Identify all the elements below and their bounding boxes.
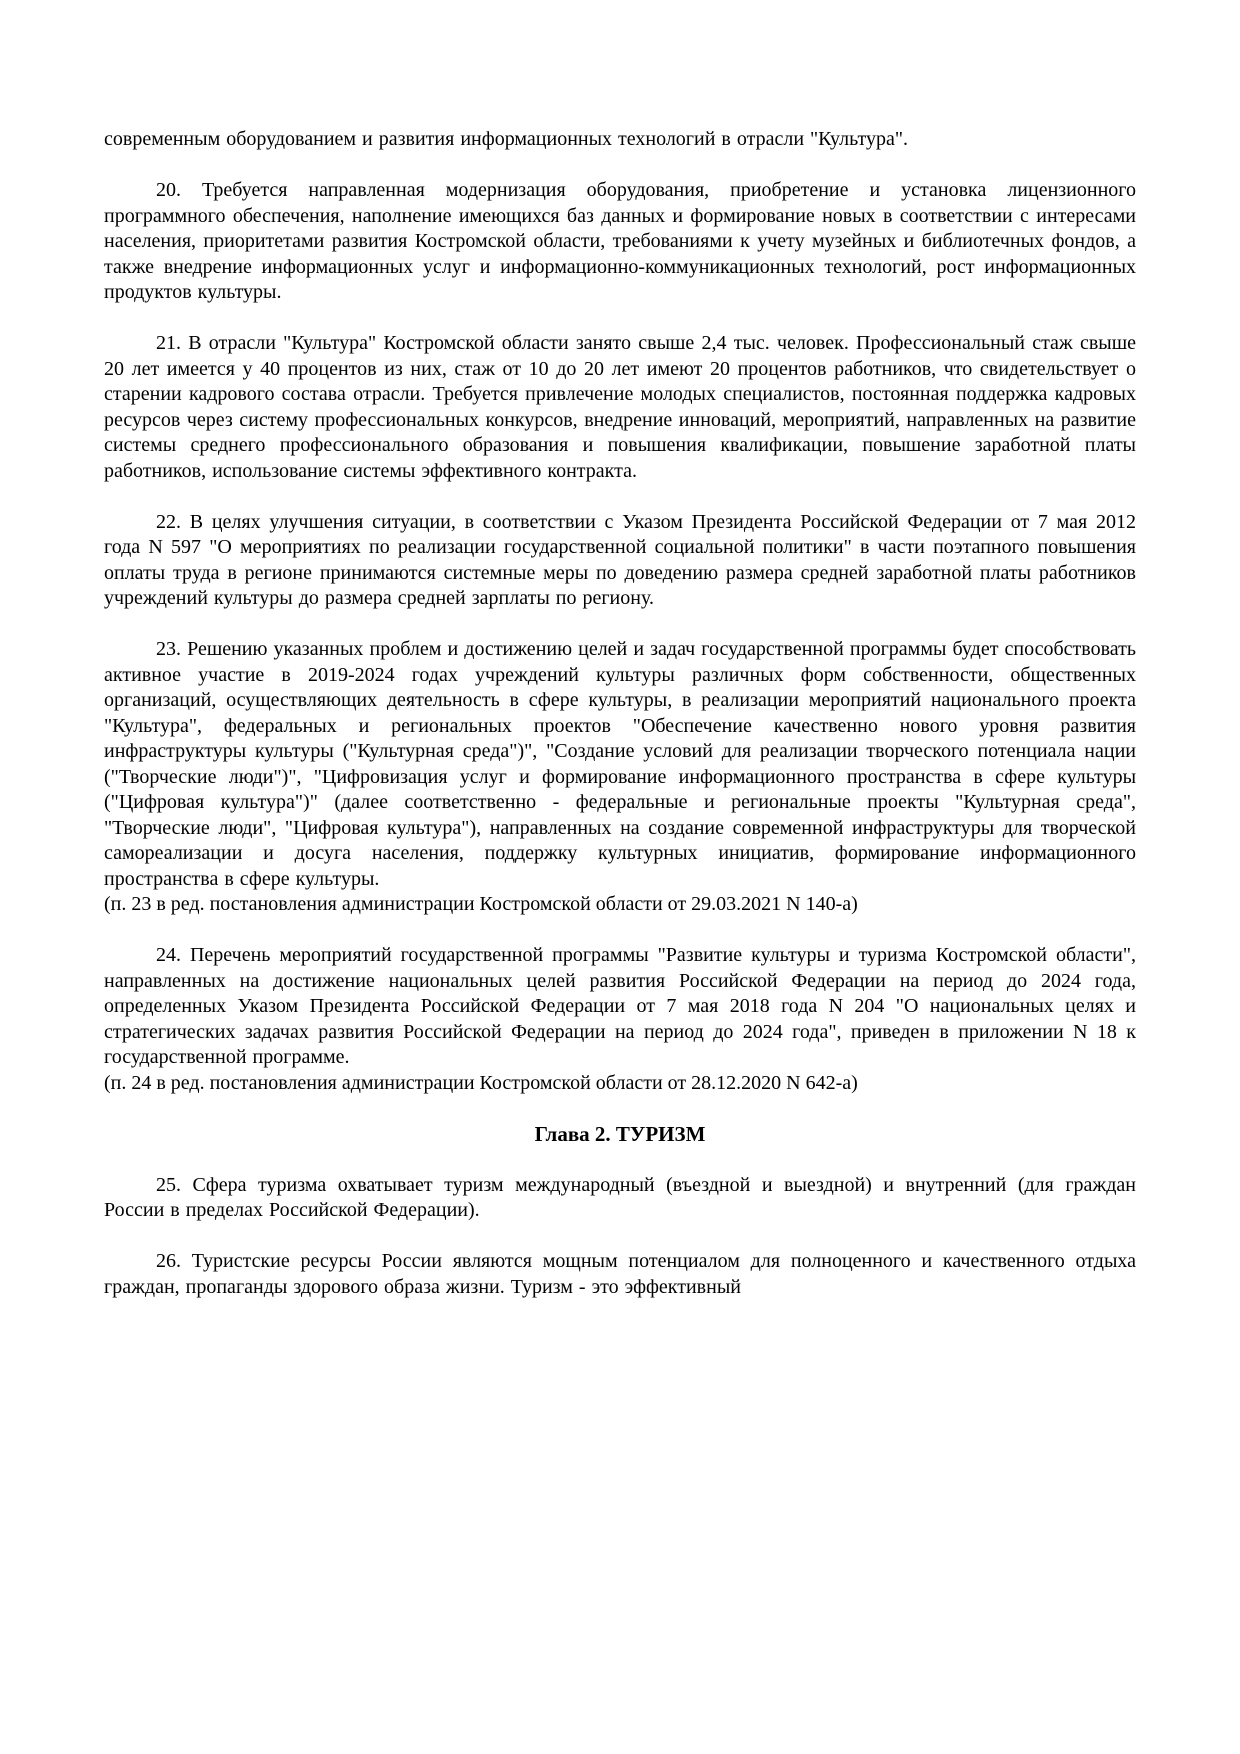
paragraph-25: 25. Сфера туризма охватывает туризм международный (въездной и выездной) и внутренний (для граждан России в пределах Российской Федерации).	[104, 1173, 1136, 1221]
paragraph-22: 22. В целях улучшения ситуации, в соответствии с Указом Президента Российской Федерации от 7 мая 2012 года N 597 "О мероприятиях по реализации государственной социальной политики" в части поэтапного повышения оплаты труда в регионе принимаются системные меры по доведению размера средней заработной платы работников учреждений культуры до размера средней зарплаты по региону.	[104, 510, 1136, 609]
chapter-heading-tourism: Глава 2. ТУРИЗМ	[534, 1121, 706, 1146]
amendment-note-23: (п. 23 в ред. постановления администрации Костромской области от 29.03.2021 N 140-а)	[104, 893, 858, 915]
paragraph-24: 24. Перечень мероприятий государственной программы "Развитие культуры и туризма Костромской области", направленных на достижение национальных целей развития Российской Федерации на период до 2024 года, определенных Указом Президента Российской Федерации от 7 мая 2018 года N 204 "О национальных целях и стратегических задачах развития Российской Федерации на период до 2024 года", приведен в приложении N 18 к государственной программе.	[104, 944, 1136, 1068]
paragraph-23: 23. Решению указанных проблем и достижению целей и задач государственной программы будет способствовать активное участие в 2019-2024 годах учреждений культуры различных форм собственности, общественных организаций, осуществляющих деятельность в сфере культуры, в реализации мероприятий национального проекта "Культура", федеральных и региональных проектов "Обеспечение качественно нового уровня развития инфраструктуры культуры ("Культурная среда")", "Создание условий для реализации творческого потенциала нации ("Творческие люди")", "Цифровизация услуг и формирование информационного пространства в сфере культуры ("Цифровая культура")" (далее соответственно - федеральные и региональные проекты "Культурная среда", "Творческие люди", "Цифровая культура"), направленных на создание современной инфраструктуры для творческой самореализации и досуга населения, поддержку культурных инициатив, формирование информационного пространства в сфере культуры.	[104, 638, 1136, 890]
amendment-note-24: (п. 24 в ред. постановления администрации Костромской области от 28.12.2020 N 642-а)	[104, 1071, 858, 1094]
paragraph-26: 26. Туристские ресурсы России являются мощным потенциалом для полноценного и качественного отдыха граждан, пропаганды здорового образа жизни. Туризм - это эффективный	[104, 1250, 1136, 1298]
paragraph-20: 20. Требуется направленная модернизация оборудования, приобретение и установка лицензионного программного обеспечения, наполнение имеющихся баз данных и формирование новых в соответствии с интересами населения, приоритетами развития Костромской области, требованиями к учету музейных и библиотечных фондов, а также внедрение информационных услуг и информационно-коммуникационных технологий, рост информационных продуктов культуры.	[104, 179, 1136, 303]
paragraph-continuation: современным оборудованием и развития информационных технологий в отрасли "Культура".	[104, 128, 908, 150]
paragraph-21: 21. В отрасли "Культура" Костромской области занято свыше 2,4 тыс. человек. Профессиональный стаж свыше 20 лет имеется у 40 процентов из них, стаж от 10 до 20 лет имеют 20 процентов работников, что свидетельствует о старении кадрового состава отрасли. Требуется привлечение молодых специалистов, постоянная поддержка кадровых ресурсов через систему профессиональных конкурсов, внедрение инноваций, мероприятий, направленных на развитие системы среднего профессионального образования и повышения квалификации, повышение заработной платы работников, использование системы эффективного контракта.	[104, 332, 1136, 482]
